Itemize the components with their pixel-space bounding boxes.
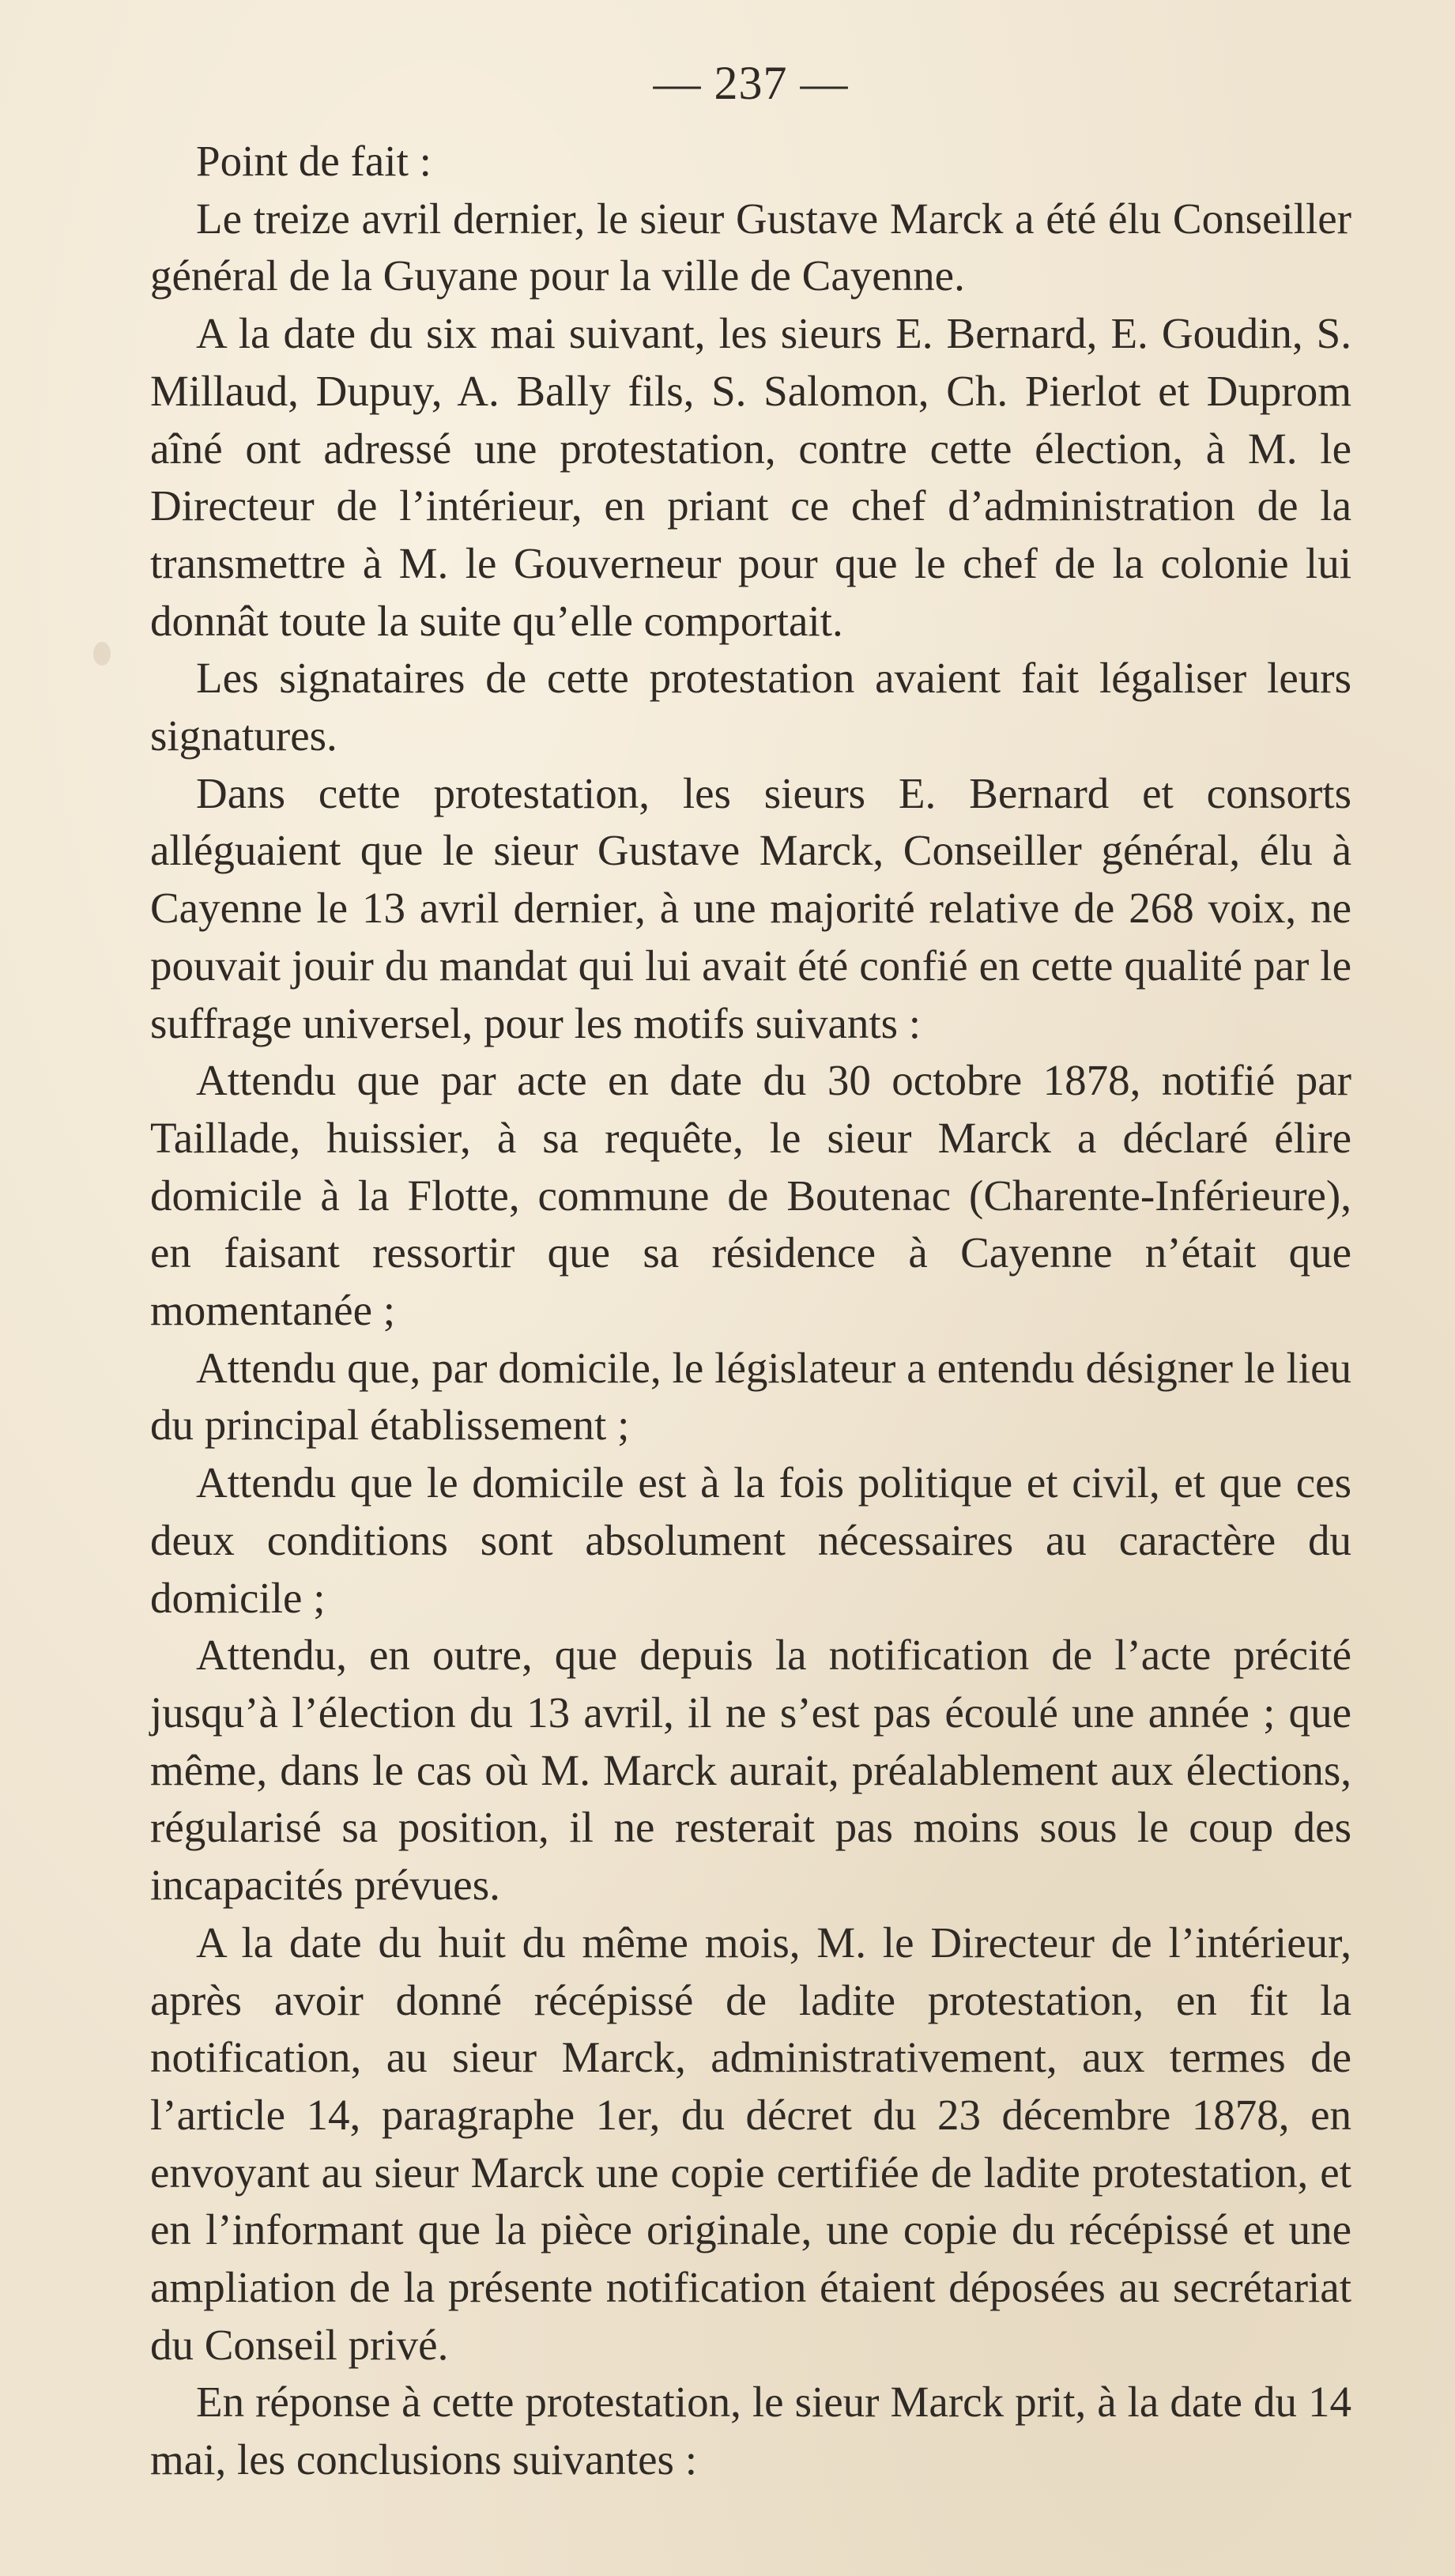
paragraph: Le treize avril dernier, le sieur Gustave Marck a été élu Conseiller général de la Guyane pour la ville de Cayenne. <box>150 194 1351 300</box>
body-text <box>150 133 1351 2489</box>
paragraph: A la date du huit du même mois, M. le Directeur de l’intérieur, après avoir donné récépissé de ladite protestation, en fit la notification, au sieur Marck, administrativement, aux termes de l’article 14, paragraphe 1er, du décret du 23 décembre 1878, en envoyant au sieur Marck une copie certifiée de ladite protestation, et en l’informant que la pièce originale, une copie du récépissé et une ampliation de la présente notification étaient déposées au secrétariat du Conseil privé. <box>150 1918 1351 2369</box>
paragraph: En réponse à cette protestation, le sieur Marck prit, à la date du 14 mai, les conclusions suivantes : <box>150 2378 1351 2484</box>
paragraph: Attendu, en outre, que depuis la notification de l’acte précité jusqu’à l’élection du 13 avril, il ne s’est pas écoulé une année ; que même, dans le cas où M. Marck aurait, préalablement aux élections, régularisé sa position, il ne resterait pas moins sous le coup des incapacités prévues. <box>150 1631 1351 1910</box>
paragraph: Attendu que, par domicile, le législateur a entendu désigner le lieu du principal établissement ; <box>150 1343 1351 1450</box>
paper-stain <box>93 642 111 666</box>
paragraph: Les signataires de cette protestation avaient fait légaliser leurs signatures. <box>150 654 1351 760</box>
page-number: — 237 — <box>653 57 849 109</box>
paragraph: A la date du six mai suivant, les sieurs E. Bernard, E. Goudin, S. Millaud, Dupuy, A. Bally fils, S. Salomon, Ch. Pierlot et Duprom aîné ont adressé une protestation, contre cette élection, à M. le Directeur de l’intérieur, en priant ce chef d’administration de la transmettre à M. le Gouverneur pour que le chef de la colonie lui donnât toute la suite qu’elle comportait. <box>150 309 1351 645</box>
section-heading: Point de fait : <box>196 137 432 185</box>
paragraph: Attendu que par acte en date du 30 octobre 1878, notifié par Taillade, huissier, à sa requête, le sieur Marck a déclaré élire domicile à la Flotte, commune de Boutenac (Charente-Inférieure), en faisant ressortir que sa résidence à Cayenne n’était que momentanée ; <box>150 1056 1351 1335</box>
paragraph: Dans cette protestation, les sieurs E. Bernard et consorts alléguaient que le sieur Gustave Marck, Conseiller général, élu à Cayenne le 13 avril dernier, à une majorité relative de 268 voix, ne pouvait jouir du mandat qui lui avait été confié en cette qualité par le suffrage universel, pour les motifs suivants : <box>150 768 1351 1047</box>
paragraph: Attendu que le domicile est à la fois politique et civil, et que ces deux conditions sont absolument nécessaires au caractère du domicile ; <box>150 1458 1351 1622</box>
document-page <box>150 47 1351 2561</box>
